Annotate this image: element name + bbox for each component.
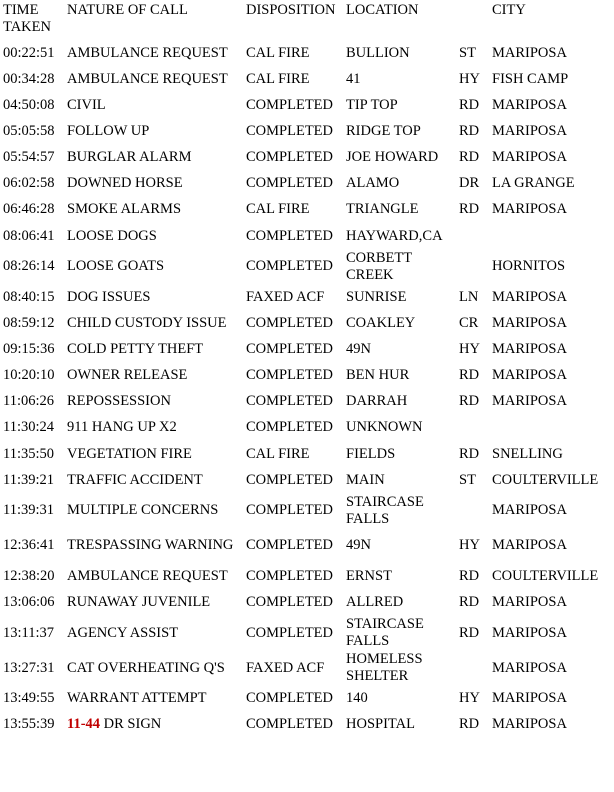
cell-city: MARIPOSA [492, 502, 567, 519]
cell-time: 12:36:41 [3, 537, 55, 554]
cell-city: MARIPOSA [492, 149, 567, 166]
cell-nature [67, 712, 246, 738]
cell-time: 06:02:58 [3, 175, 55, 192]
cell-nature: TRAFFIC ACCIDENT [67, 471, 203, 488]
table-row [3, 363, 612, 389]
cell-street-type: LN [459, 288, 479, 305]
cell-nature: MULTIPLE CONCERNS [67, 502, 219, 519]
cell-nature: RUNAWAY JUVENILE [67, 593, 211, 610]
cell-city: MARIPOSA [492, 96, 567, 113]
cell-location: HOMELESS SHELTER [346, 651, 423, 685]
cell-city: FISH CAMP [492, 70, 569, 87]
table-row [3, 197, 612, 223]
cell-nature: 911 HANG UP X2 [67, 419, 177, 436]
cell-street-type [459, 249, 492, 284]
cell-disposition: COMPLETED [246, 367, 333, 384]
cell-location: FIELDS [346, 445, 396, 462]
table-row [3, 441, 612, 467]
cell-disposition: COMPLETED [246, 149, 333, 166]
table-row [3, 336, 612, 362]
cell-time: 05:54:57 [3, 149, 55, 166]
cell-street-type: RD [459, 149, 480, 166]
cell-location: HOSPITAL [346, 716, 415, 733]
cell-disposition: COMPLETED [246, 314, 333, 331]
cell-disposition: COMPLETED [246, 567, 333, 584]
cell-nature: AMBULANCE REQUEST [67, 70, 228, 87]
cell-nature: DOG ISSUES [67, 288, 151, 305]
cell-disposition: CAL FIRE [246, 445, 310, 462]
cell-street-type: HY [459, 340, 480, 357]
cell-time: 11:30:24 [3, 419, 55, 436]
cell-street-type: CR [459, 314, 479, 331]
header-street-type [459, 2, 492, 40]
table-row [3, 284, 612, 310]
cell-disposition: FAXED ACF [246, 659, 325, 676]
cell-disposition: COMPLETED [246, 258, 333, 275]
cell-street-type: DR [459, 175, 480, 192]
header-disposition: DISPOSITION [246, 2, 336, 18]
cell-street-type: RD [459, 593, 480, 610]
table-row [3, 40, 612, 66]
cell-city [492, 415, 612, 441]
header-row [3, 2, 612, 40]
table-row [3, 589, 612, 615]
cell-city: MARIPOSA [492, 340, 567, 357]
cell-city: MARIPOSA [492, 537, 567, 554]
cell-disposition: FAXED ACF [246, 288, 325, 305]
cell-disposition: COMPLETED [246, 122, 333, 139]
cell-time: 08:59:12 [3, 314, 55, 331]
cell-location: HAYWARD,CA [346, 227, 443, 244]
cell-disposition: CAL FIRE [246, 44, 310, 61]
cell-time: 11:39:31 [3, 502, 55, 519]
cell-nature: TRESPASSING WARNING [67, 537, 234, 554]
table-row [3, 223, 612, 249]
cell-location: 41 [346, 70, 361, 87]
cell-time: 13:55:39 [3, 716, 55, 733]
table-row [3, 145, 612, 171]
cell-disposition: COMPLETED [246, 227, 333, 244]
cell-nature: WARRANT ATTEMPT [67, 690, 207, 707]
cell-location: SUNRISE [346, 288, 407, 305]
cell-street-type: RD [459, 445, 480, 462]
cell-time: 11:39:21 [3, 471, 55, 488]
cell-location: BULLION [346, 44, 410, 61]
cell-location: RIDGE TOP [346, 122, 421, 139]
cell-location: JOE HOWARD [346, 149, 439, 166]
cell-location: ERNST [346, 567, 392, 584]
cell-city: MARIPOSA [492, 659, 567, 676]
cell-nature: COLD PETTY THEFT [67, 340, 204, 357]
call-code: 11-44 [67, 716, 101, 733]
cell-location: 49N [346, 537, 371, 554]
table-row [3, 528, 612, 563]
cell-street-type: ST [459, 471, 476, 488]
cell-city: MARIPOSA [492, 201, 567, 218]
cell-disposition: COMPLETED [246, 716, 333, 733]
cell-city: HORNITOS [492, 258, 566, 275]
cell-city: COULTERVILLE [492, 567, 599, 584]
cell-location: TRIANGLE [346, 201, 419, 218]
cell-time: 08:06:41 [3, 227, 55, 244]
cell-street-type: RD [459, 96, 480, 113]
cell-city: MARIPOSA [492, 44, 567, 61]
cell-time: 09:15:36 [3, 340, 55, 357]
table-row [3, 389, 612, 415]
table-row [3, 171, 612, 197]
cell-street-type [459, 223, 492, 249]
cell-nature: AMBULANCE REQUEST [67, 567, 228, 584]
cell-time: 00:34:28 [3, 70, 55, 87]
cell-disposition: COMPLETED [246, 96, 333, 113]
cell-time: 04:50:08 [3, 96, 55, 113]
cell-street-type: RD [459, 393, 480, 410]
cell-disposition: COMPLETED [246, 471, 333, 488]
cell-street-type: HY [459, 70, 480, 87]
cell-time: 13:27:31 [3, 659, 55, 676]
table-row [3, 651, 612, 686]
cell-time: 05:05:58 [3, 122, 55, 139]
cell-time: 00:22:51 [3, 44, 55, 61]
cell-city [492, 223, 612, 249]
header-time: TIME TAKEN [3, 2, 51, 35]
table-row [3, 249, 612, 284]
cell-location: CORBETT CREEK [346, 249, 412, 283]
cell-nature: SMOKE ALARMS [67, 201, 182, 218]
table-row [3, 415, 612, 441]
table-row [3, 493, 612, 528]
header-city: CITY [492, 2, 526, 18]
cell-disposition: COMPLETED [246, 393, 333, 410]
cell-nature: LOOSE GOATS [67, 258, 165, 275]
cell-nature: LOOSE DOGS [67, 227, 157, 244]
header-nature: NATURE OF CALL [67, 2, 188, 18]
cell-nature: AGENCY ASSIST [67, 624, 179, 641]
cell-city: MARIPOSA [492, 624, 567, 641]
cell-city: LA GRANGE [492, 175, 575, 192]
cell-nature: REPOSSESSION [67, 393, 171, 410]
cell-street-type [459, 415, 492, 441]
cell-city: MARIPOSA [492, 593, 567, 610]
table-row [3, 616, 612, 651]
cell-location: DARRAH [346, 393, 408, 410]
cell-nature: FOLLOW UP [67, 122, 150, 139]
cell-time: 13:06:06 [3, 593, 55, 610]
cell-disposition: COMPLETED [246, 340, 333, 357]
cell-street-type: HY [459, 690, 480, 707]
cell-location: 49N [346, 340, 371, 357]
cell-city: MARIPOSA [492, 716, 567, 733]
cell-nature: VEGETATION FIRE [67, 445, 192, 462]
cell-location: MAIN [346, 471, 385, 488]
table-row [3, 118, 612, 144]
cell-time: 11:35:50 [3, 445, 55, 462]
cell-time: 08:26:14 [3, 258, 55, 275]
cell-time: 11:06:26 [3, 393, 55, 410]
cell-location: ALLRED [346, 593, 404, 610]
cell-nature: CHILD CUSTODY ISSUE [67, 314, 227, 331]
cell-disposition: COMPLETED [246, 690, 333, 707]
cell-street-type: RD [459, 122, 480, 139]
cell-city: MARIPOSA [492, 393, 567, 410]
cell-disposition: COMPLETED [246, 593, 333, 610]
cell-time: 13:11:37 [3, 624, 55, 641]
cell-street-type [459, 651, 492, 686]
cell-street-type [459, 493, 492, 528]
cell-street-type: RD [459, 567, 480, 584]
nature-text: DR SIGN [100, 716, 162, 733]
cell-time: 08:40:15 [3, 288, 55, 305]
cell-city: MARIPOSA [492, 288, 567, 305]
cell-nature: CIVIL [67, 96, 106, 113]
cell-disposition: COMPLETED [246, 624, 333, 641]
table-row [3, 467, 612, 493]
cell-city: COULTERVILLE [492, 471, 599, 488]
cell-disposition: CAL FIRE [246, 70, 310, 87]
cell-location: STAIRCASE FALLS [346, 616, 424, 650]
cell-street-type: RD [459, 201, 480, 218]
cell-city: MARIPOSA [492, 690, 567, 707]
cell-disposition: CAL FIRE [246, 201, 310, 218]
cell-street-type: RD [459, 716, 480, 733]
cell-location: 140 [346, 690, 368, 707]
cell-street-type: RD [459, 624, 480, 641]
cell-disposition: COMPLETED [246, 537, 333, 554]
cell-disposition: COMPLETED [246, 419, 333, 436]
table-row [3, 563, 612, 589]
cell-street-type: ST [459, 44, 476, 61]
table-row [3, 712, 612, 738]
cell-time: 12:38:20 [3, 567, 55, 584]
cell-disposition: COMPLETED [246, 502, 333, 519]
cell-time: 06:46:28 [3, 201, 55, 218]
cell-city: SNELLING [492, 445, 563, 462]
cell-city: MARIPOSA [492, 367, 567, 384]
cell-time: 10:20:10 [3, 367, 55, 384]
cell-time: 13:49:55 [3, 690, 55, 707]
cell-city: MARIPOSA [492, 122, 567, 139]
header-location: LOCATION [346, 2, 419, 18]
cell-nature: DOWNED HORSE [67, 175, 183, 192]
table-row [3, 92, 612, 118]
table-row [3, 310, 612, 336]
cell-location: BEN HUR [346, 367, 410, 384]
cell-location: STAIRCASE FALLS [346, 493, 424, 527]
cell-street-type: HY [459, 537, 480, 554]
cell-nature: AMBULANCE REQUEST [67, 44, 228, 61]
cell-location: ALAMO [346, 175, 400, 192]
cell-location: UNKNOWN [346, 419, 423, 436]
table-row [3, 66, 612, 92]
cell-location: COAKLEY [346, 314, 416, 331]
cell-nature: OWNER RELEASE [67, 367, 188, 384]
cell-street-type: RD [459, 367, 480, 384]
call-log-table [3, 2, 612, 738]
cell-nature: BURGLAR ALARM [67, 149, 192, 166]
cell-nature: CAT OVERHEATING Q'S [67, 659, 225, 676]
cell-location: TIP TOP [346, 96, 398, 113]
cell-disposition: COMPLETED [246, 175, 333, 192]
cell-city: MARIPOSA [492, 314, 567, 331]
table-row [3, 686, 612, 712]
